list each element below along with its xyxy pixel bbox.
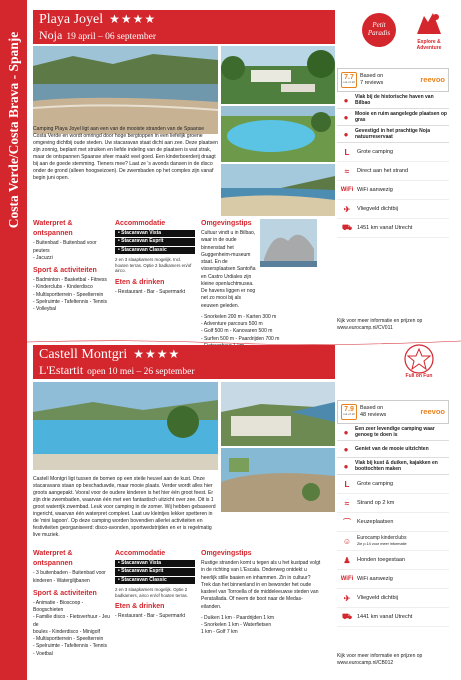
highlight-item: ● Een zeer levendige camping waar genoeg te doen is (337, 424, 449, 441)
petit-paradis-badge: Petit Paradis (362, 13, 396, 47)
beach-icon: ≈ (344, 166, 350, 176)
kitchen-icon: ⌒ (343, 517, 351, 527)
surroundings-column (201, 549, 321, 637)
accommodation-note: 2 en 3 slaapkamers mogelijk. Optie 2 badkamers, airco en/of houten terras. (115, 586, 188, 598)
distance-item: - Snorkelen 200 m - Karten 300 m (201, 313, 277, 320)
airport-icon: ✈ (343, 204, 351, 214)
review-rating[interactable] (337, 68, 449, 92)
accommodatie-heading: Accommodatie (115, 550, 166, 557)
list-item: - Animatie - Bioscoop - Boogschieten (33, 599, 84, 614)
pool-photo (221, 106, 335, 162)
distance-item: - Golf 500 m - Kanovaren 500 m (201, 328, 273, 335)
accommodation-column (115, 219, 195, 296)
facility-row: ☺ Eurocamp kinderclubs Zie p.14 voor meer informatie (337, 532, 449, 551)
reevoo-logo: reevoo (420, 75, 445, 84)
distance-item: - Adventure parcours 500 m (201, 321, 263, 328)
airport-icon: ✈ (343, 593, 351, 603)
accommodation-type[interactable]: • Stacaravan Vista (115, 230, 195, 237)
camp-name: Castell Montgri (39, 347, 128, 362)
wifi-icon: WiFi (340, 576, 354, 582)
facilities-column (33, 549, 113, 658)
review-count: 48 reviews (360, 411, 387, 418)
camp-location: Noja (39, 28, 63, 42)
list-item: - Multisportterrein - Speelterrein (33, 291, 104, 298)
dog-icon: ♟ (343, 555, 351, 565)
bay-photo (221, 382, 335, 446)
camp-header (33, 345, 335, 379)
facility-row: ⛟ 1441 km vanaf Utrecht (337, 608, 449, 627)
bullet-icon: ● (343, 129, 349, 139)
camp-dates: 19 april – 06 september (66, 32, 157, 42)
star-rating: ★★★★ (133, 347, 181, 361)
eten-heading: Eten & drinken (115, 603, 165, 611)
facility-row: WiFi WiFi aanwezig (337, 570, 449, 589)
accommodation-type[interactable]: • Stacaravan Classic (115, 247, 195, 254)
highlights-box (337, 92, 449, 143)
car-icon: ⛟ (341, 612, 353, 621)
facility-row: ⌒ Keuzeplaatsen (337, 513, 449, 532)
list-item: - Restaurant - Bar - Supermarkt (115, 613, 186, 620)
kids-club-icon: ☺ (342, 536, 352, 546)
large-campsite-icon: L (344, 147, 350, 157)
page-number: 124 (6, 659, 18, 666)
highlight-item: ● Gevestigd in het prachtige Noja natuurreservaat (337, 126, 449, 143)
list-item: - Multisportterrein - Speelterrein (33, 636, 104, 643)
list-item: - Kinderclubs - Kinderdisco (33, 284, 93, 291)
coast-photo (221, 164, 335, 216)
based-on-label: Based on (360, 405, 384, 411)
pool-photo (33, 382, 218, 470)
review-count: 7 reviews (360, 79, 384, 86)
camp-name: Playa Joyel (39, 12, 104, 27)
bullet-icon: ● (343, 112, 349, 122)
review-score: 7.9 out of 10 (341, 404, 357, 420)
facilities-column (33, 219, 113, 313)
accommodation-type[interactable]: • Stacaravan Vista (115, 560, 195, 567)
facility-row: ⛟ 1451 km vanaf Utrecht (337, 219, 449, 238)
bullet-icon: ● (343, 427, 349, 437)
camp-header (33, 10, 335, 44)
distance-item: - Snorkelen 1 km - Waterfietsen (201, 622, 272, 629)
accommodation-type[interactable]: • Stacaravan Classic (115, 577, 195, 584)
accommodation-column (115, 549, 195, 621)
beach-photo (33, 46, 218, 134)
highlight-item: ● Mooie en ruim aangelegde plaatsen op gras (337, 109, 449, 126)
more-info-link[interactable]: Kijk voor meer informatie en prijzen op www.eurocamp.nl/CB012 (337, 653, 423, 666)
review-score: 7.7 out of 10 (341, 72, 357, 88)
list-item: - Spelruimte - Tafeltennis - Tennis (33, 298, 108, 305)
omgeving-heading: Omgevingstips (201, 550, 252, 557)
full-on-fun-badge (404, 344, 434, 374)
sport-heading: Sport & activiteiten (33, 267, 97, 275)
camp-intro: Camping Playa Joyel ligt aan een van de mooiste stranden van de Spaanse Costa Verde en wordt omringd door hoge bergtoppen in een liefelijk groene omgeving dichtbij oude steden. Uw stacaravan staat dicht aan zee. Deze plaatsen zijn zonnig, beplant met struiken en liefde indeling van de plaatsen is wat strak, maar de ontspannen Spaanse sfeer maakt veel goed. Een kinderboerderij draagt bij aan de goede stemming. Tieners mee? Laat ze 's avonds dansen in de disco onder de grond (alleen hoogseizoen). De zwembaden op het complex zijn vanaf begin juni open. (33, 126, 218, 182)
campsite-photo (221, 46, 335, 104)
distance-item: 1 km - Golf 7 km (201, 629, 238, 636)
accommodation-type[interactable]: • Stacaravan Esprit (115, 568, 195, 575)
highlight-item: ● Vlak bij de historische haven van Bilbao (337, 92, 449, 109)
camp-sidebar (337, 68, 449, 238)
reevoo-logo: reevoo (420, 407, 445, 416)
list-item: - Restaurant - Bar - Supermarkt (115, 289, 186, 296)
large-campsite-icon: L (344, 479, 350, 489)
car-icon: ⛟ (341, 223, 353, 232)
facility-row: L Grote camping (337, 143, 449, 162)
camp-dates: open 10 mei – 26 september (87, 367, 195, 377)
facility-row: ✈ Vliegveld dichtbij (337, 200, 449, 219)
list-item: - Familie disco - Fietsverhuur - Jeu de (33, 614, 110, 628)
facility-row: ≈ Direct aan het strand (337, 162, 449, 181)
list-item: - Spelruimte - Tafeltennis - Tennis (33, 643, 108, 650)
more-info-link[interactable]: Kijk voor meer informatie en prijzen op www.eurocamp.nl/CV011 (337, 318, 423, 331)
facility-row: ≈ Strand op 2 km (337, 494, 449, 513)
highlight-item: ● Vlak bij kust & duiken, kajakken en boottochten maken (337, 458, 449, 475)
region-title: Costa Verde/Costa Brava - Spanje (6, 31, 21, 229)
list-item: - Jacuzzi (33, 254, 53, 261)
side-band (0, 0, 27, 680)
highlights-box (337, 424, 449, 475)
beach-icon: ≈ (344, 498, 350, 508)
list-item: - Voetbal (33, 650, 53, 657)
omgeving-text: Rustige stranden komt u tegen als u het kustpad volgt in de richting van L'Escala. Onderweg ontdekt u heerlijk stille baaien en inhammen. Zin in cultuur? Trek dan het binnenland in en bewonder het oude kasteel van Torroella of de middeleeuwse steden van Peratallada. Of neem de boot naar de Medas-eilanden. (201, 560, 321, 610)
shoreline-photo (221, 448, 335, 512)
accommodation-type[interactable]: • Stacaravan Esprit (115, 238, 195, 245)
list-item: boules - Kinderdisco - Minigolf (33, 628, 100, 635)
camp-location: L'Estartit (39, 363, 84, 377)
distance-item: - Surfen 500 m - Paardrijden 700 m (201, 335, 280, 342)
badge-caption: Full on Fun (405, 373, 433, 379)
bullet-icon: ● (343, 444, 349, 454)
facility-row: ✈ Vliegveld dichtbij (337, 589, 449, 608)
camp-intro: Castell Montgri ligt tussen de bomen op een steile heuvel aan de kust. Onze stacaravans staan op beschaduwde, maar mooie plaats. Verder wordt alles hier groots aangepakt. Vooral voor de oudere kinderen is het hier één groot feest. Er zijn drie zwembaden, waarvan één met een fantastisch uitzicht over zee. Dit is 1 groot waterrijk zwembad. Leuk voor camping in de zomer. Wij hebben gebaseerd ingericht, waarvan één waterpret compleet. Laat uw kleintjes lekker spetteren in de 'mini lagoon'. Op deze camping worden bovendien allerlei activiteiten en festiviteiten georganiseerd: disco-avonden, sportwedstrijden en er is regelmatig live muziek. (33, 476, 216, 539)
accommodatie-heading: Accommodatie (115, 220, 166, 227)
eten-heading: Eten & drinken (115, 279, 165, 287)
bullet-icon: ● (343, 95, 349, 105)
list-item: - Buitenbad - Buitenbad voor peuters (33, 240, 97, 254)
omgeving-heading: Omgevingstips (201, 220, 252, 227)
guggenheim-photo (260, 219, 317, 267)
review-rating[interactable] (337, 400, 449, 424)
accommodation-note: 2 en 3 slaapkamers mogelijk. Incl. houten terras. Optie 2 badkamers en/of airco. (115, 256, 192, 274)
facility-row: L Grote camping (337, 475, 449, 494)
distance-item: - Duiken 1 km - Paardrijden 1 km (201, 614, 275, 621)
list-item: - Badminton - Basketbal - Fitness (33, 277, 107, 284)
omgeving-text: Cultuur vindt u in Bilbao, waar in de oude binnenstad het Guggenheim-museum staat. En de vissersplaatsen Santoña en Castro Urdiales zijn kleine openluchtmusea. De havens liggen er nog net zo mooi bij als eeuwen geleden. (201, 230, 256, 309)
camp-sidebar (337, 400, 449, 627)
wifi-icon: WiFi (340, 187, 354, 193)
star-rating: ★★★★ (109, 12, 157, 26)
highlight-item: ● Geniet van de mooie uitzichten (337, 441, 449, 458)
list-item: - 3 buitenbaden - Buitenbad voor kinderen - Waterglijbanen (33, 570, 106, 584)
facility-row: WiFi WiFi aanwezig (337, 181, 449, 200)
waterpret-heading: Waterpret & ontspannen (33, 220, 73, 238)
bullet-icon: ● (343, 461, 349, 471)
badge-caption: Explore & Adventure (416, 39, 442, 51)
facility-row: ♟ Honden toegestaan (337, 551, 449, 570)
waterpret-heading: Waterpret & ontspannen (33, 550, 73, 568)
badge-icon (414, 10, 444, 38)
sport-heading: Sport & activiteiten (33, 589, 97, 597)
based-on-label: Based on (360, 73, 384, 79)
list-item: - Volleybal (33, 306, 57, 313)
